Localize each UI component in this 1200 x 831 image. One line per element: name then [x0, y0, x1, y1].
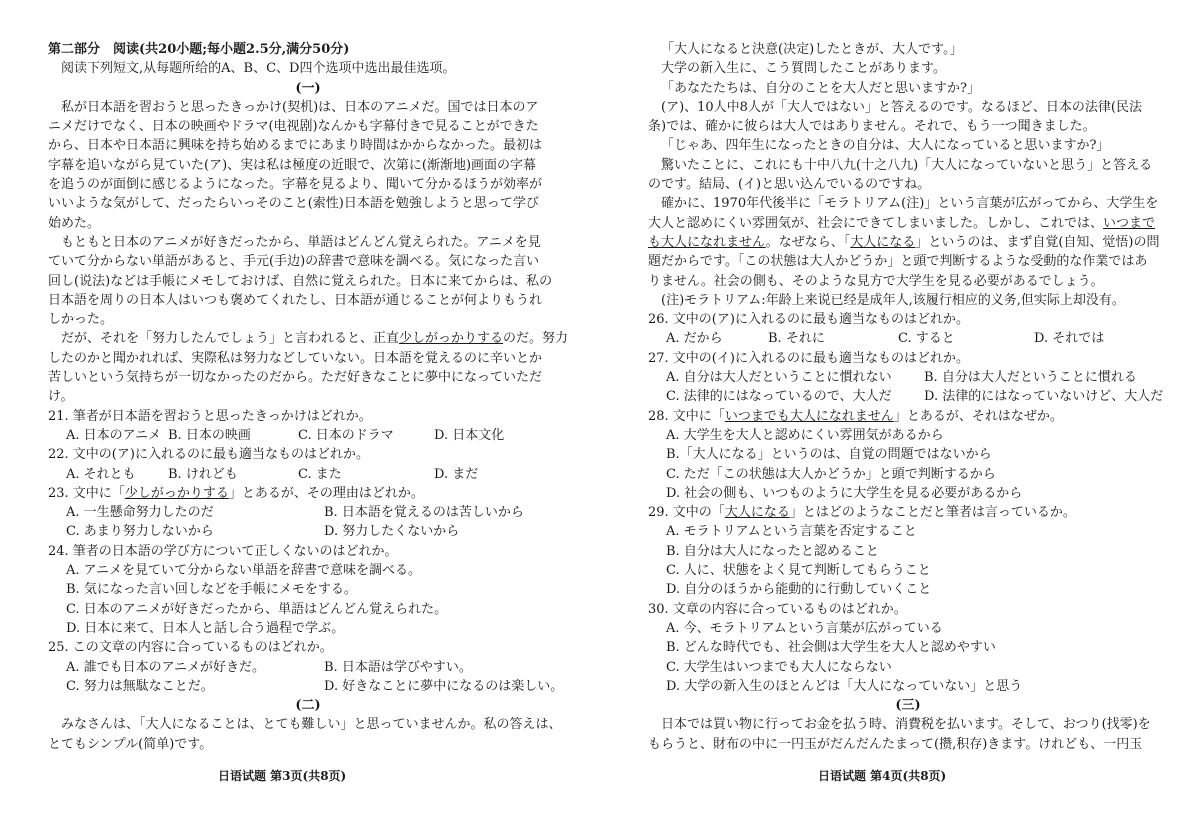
text-run: 」とあるが、その理由はどれか。: [228, 485, 424, 501]
option: C. 日本のアニメが好きだったから、単語はどんどん覚えられた。: [66, 601, 448, 617]
paragraph-line: 「大人になると決意(决定)したときが、大人です。」: [661, 42, 963, 57]
q21-options: [48, 426, 568, 445]
paragraph-line: 日本では買い物に行ってお金を払う時、消費税を払います。そして、おつり(找零)を: [661, 717, 1151, 733]
option: D. 法律的にはなっていないけど、大人だ: [924, 389, 1164, 405]
option: B. 日本語を覚えるのは苦しいから: [324, 505, 524, 521]
option: A. 自分は大人だということに慣れない: [666, 370, 892, 386]
underlined-phrase: 少しがっかりする: [399, 331, 504, 347]
q25-options-row: [48, 658, 568, 677]
section-header: 第二部分 阅读(共20小题;每小题2.5分,满分50分): [48, 42, 350, 57]
q26-options: [648, 329, 1168, 348]
option: D. まだ: [434, 466, 479, 482]
paragraph-line: もともと日本のアニメが好きだったから、単語はどんどん覚えられた。アニメを見: [61, 234, 541, 250]
option: A. 日本のアニメ: [66, 427, 162, 443]
paragraph-line: 日本語を周りの日本人はいつも褒めてくれたし、日本語が通じることが何よりもうれ: [48, 292, 543, 308]
option: A. モラトリアムという言葉を否定すること: [666, 524, 917, 540]
question-23: [48, 484, 568, 503]
question-22: 22. 文中の(ア)に入れるのに最も適当なものはどれか。: [48, 447, 369, 463]
option: B. どんな時代でも、社会側は大学生を大人と認めやすい: [666, 640, 996, 656]
paragraph-line: 条)では、確かに彼らは大人ではありません。それで、もう一つ聞きました。: [648, 119, 1096, 135]
paragraph-line: みなさんは、「大人になることは、とても難しい」と思っていませんか。私の答えは、: [61, 717, 562, 733]
question-21: 21. 筆者が日本語を習おうと思ったきっかけはどれか。: [48, 408, 372, 424]
question-30: 30. 文章の内容に合っているものはどれか。: [648, 601, 907, 617]
option: C. 人に、状態をよく見て判断してもらうこと: [666, 563, 931, 579]
paragraph-line: もらうと、財布の中に一円玉がだんだんたまって(攒,积存)きます。けれども、一円玉: [648, 736, 1143, 752]
q23-options-row: [48, 503, 568, 522]
paragraph-line: いいような気がして、だったらいっそのこと(索性)日本語を勉強しようと思って学び: [48, 196, 539, 212]
paragraph-line: 題だからです。「この状態は大人かどうか」と頭で判断するような受動的な作業ではあ: [648, 254, 1148, 270]
text-run: 大人と認めにくい雰囲気が、社会にできてしまいました。しかし、これでは、: [648, 215, 1104, 231]
paragraph-line: ていて分からない単語があると、手元(手边)の辞書で意味を調べる。気になった言い: [48, 254, 540, 270]
q27-options-row: [648, 368, 1168, 387]
underlined-phrase: 大人になる: [724, 505, 790, 521]
option: A. 誰でも日本のアニメが好きだ。: [66, 659, 266, 675]
paragraph-line: [48, 329, 568, 348]
option: A. 今、モラトリアムという言葉が広がっている: [666, 620, 943, 636]
underlined-phrase: 大人になる: [850, 234, 916, 250]
question-25: 25. この文章の内容に合っているものはどれか。: [48, 640, 333, 656]
paragraph-line: から、日本や日本語に興味を持ち始めるまでにあまり時間はかからなかった。最初は: [48, 138, 543, 154]
paragraph-line: け。: [48, 389, 74, 405]
question-26: 26. 文中の(ア)に入れるのに最も適当なものはどれか。: [648, 312, 969, 328]
q27-options-row: [648, 387, 1168, 406]
underlined-phrase: いつまでも大人になれません: [724, 408, 894, 424]
paragraph-line: りません。社会の側も、そのような見方で大学生を見る必要があるでしょう。: [648, 273, 1104, 289]
option: A. 一生懸命努力したのだ: [66, 505, 214, 521]
option: B. 日本語は学びやすい。: [324, 659, 472, 675]
paragraph-line: 私が日本語を習おうと思ったきっかけ(契机)は、日本のアニメだ。国では日本のア: [61, 99, 539, 115]
text-run: 28. 文中に「: [648, 408, 725, 424]
paragraph-line: を追うのが面倒に感じるようになった。字幕を見るより、聞いて分かるほうが効率が: [48, 177, 543, 193]
option: A. アニメを見ていて分からない単語を辞書で意味を調べる。: [66, 563, 422, 579]
option: A. だから: [666, 331, 723, 347]
paragraph-line: 驚いたことに、これにも十中八九(十之八九)「大人になっていないと思う」と答える: [661, 157, 1153, 173]
section-title-1: (一): [295, 80, 321, 96]
paragraph-line: 「じゃあ、四年生になったときの自分は、大人になっていると思いますか?」: [661, 138, 1110, 154]
paragraph-line: 「あなたたちは、自分のことを大人だと思いますか?」: [661, 80, 980, 96]
option: D. それでは: [1034, 331, 1105, 347]
q23-options-row: [48, 522, 568, 541]
underlined-phrase: 少しがっかりする: [124, 485, 229, 501]
option: D. 好きなことに夢中になるのは楽しい。: [324, 678, 564, 694]
option: B. 日本の映画: [168, 427, 251, 443]
option: B. 自分は大人になったと認めること: [666, 543, 879, 559]
option: D. 自分のほうから能動的に行動していくこと: [666, 582, 932, 598]
text-run: 」とはどのようなことだと筆者は言っているか。: [789, 505, 1076, 521]
paragraph-line: 大学の新入生に、こう質問したことがあります。: [661, 61, 946, 77]
paragraph-line: とてもシンプル(简单)です。: [48, 736, 213, 752]
paragraph-line: [648, 233, 1168, 252]
option: B. 自分は大人だということに慣れる: [924, 370, 1137, 386]
option: C. 日本のドラマ: [298, 427, 394, 443]
q25-options-row: [48, 677, 568, 696]
text-run: 。なぜなら、「: [765, 234, 851, 250]
footnote: (注)モラトリアム:年龄上来说已经是成年人,该履行相应的义务,但实际上却没有。: [661, 292, 1125, 308]
text-run: のだ。努力: [503, 331, 568, 347]
option: D. 努力したくないから: [324, 524, 460, 540]
text-run: 」とあるが、それはなぜか。: [893, 408, 1063, 424]
question-27: 27. 文中の(イ)に入れるのに最も適当なものはどれか。: [648, 350, 969, 366]
paragraph-line: しかった。: [48, 312, 114, 328]
left-page: [48, 40, 568, 754]
question-28: [648, 407, 1168, 426]
option: C. すると: [898, 331, 955, 347]
option: C. あまり努力しないから: [66, 524, 214, 540]
paragraph-line: 始めた。: [48, 215, 101, 231]
paragraph-line: (ア)、10人中8人が「大人ではない」と答えるのです。なるほど、日本の法律(民法: [661, 99, 1142, 115]
section-title-3: (三): [895, 698, 921, 714]
option: C. 法律的にはなっているので、大人だ: [666, 389, 892, 405]
paragraph-line: したのかと聞かれれば、実際私は努力などしていない。日本語を覚えるのに辛いとか: [48, 350, 543, 366]
paragraph-line: ニメだけでなく、日本の映画やドラマ(电视剧)なんかも字幕付きで見ることができた: [48, 119, 539, 135]
paragraph-line: 字幕を追いながら見ていた(ア)、実は私は極度の近眼で、次第に(渐渐地)画面の字幕: [48, 157, 537, 173]
option: C. 努力は無駄なことだ。: [66, 678, 214, 694]
option: B. けれども: [168, 466, 238, 482]
option: A. それとも: [66, 466, 136, 482]
question-24: 24. 筆者の日本語の学び方について正しくないのはどれか。: [48, 543, 398, 559]
option: C. ただ「この状態は大人かどうか」と頭で判断するから: [666, 466, 996, 482]
text-run: 29. 文中の「: [648, 505, 725, 521]
text-run: 23. 文中に「: [48, 485, 125, 501]
option: C. 大学生はいつまでも大人にならない: [666, 659, 892, 675]
paragraph-line: [648, 214, 1168, 233]
q22-options: [48, 465, 568, 484]
section-title-2: (二): [295, 698, 321, 714]
underlined-phrase: いつまで: [1103, 215, 1156, 231]
instruction: 阅读下列短文,从每题所给的A、B、C、D四个选项中选出最佳选项。: [61, 61, 456, 77]
question-29: [648, 503, 1168, 522]
page-footer-right: 日语试题 第4页(共8页): [818, 769, 947, 783]
paragraph-line: 確かに、1970年代後半に「モラトリアム(注)」という言葉が広がってから、大学生を: [661, 196, 1159, 212]
option: B. それに: [768, 331, 825, 347]
option: B. 気になった言い回しなどを手帳にメモをする。: [66, 582, 357, 598]
paragraph-line: 回し(说法)などは手帳にメモしておけば、自然に覚えられた。日本に来てからは、私の: [48, 273, 553, 289]
right-page: [648, 40, 1168, 754]
paragraph-line: 苦しいという気持ちが一切なかったのだから。ただ好きなことに夢中になっていただ: [48, 370, 543, 386]
text-run: 」というのは、まず自覚(自知、觉悟)の問: [915, 234, 1160, 250]
option: D. 大学の新入生のほとんどは「大人になっていない」と思う: [666, 678, 1023, 694]
option: D. 日本文化: [434, 427, 505, 443]
option: B.「大人になる」というのは、自覚の問題ではないから: [666, 447, 992, 463]
page-footer-left: 日语试题 第3页(共8页): [218, 769, 347, 783]
option: D. 社会の側も、いつものように大学生を見る必要があるから: [666, 485, 1023, 501]
paragraph-line: のです。結局、(イ)と思い込んでいるのですね。: [648, 177, 931, 193]
option: D. 日本に来て、日本人と話し合う過程で学ぶ。: [66, 620, 345, 636]
option: C. また: [298, 466, 342, 482]
text-run: だが、それを「努力したんでしょう」と言われると、正直: [61, 331, 400, 347]
option: A. 大学生を大人と認めにくい雰囲気があるから: [666, 427, 944, 443]
underlined-phrase: も大人になれません: [648, 234, 766, 250]
